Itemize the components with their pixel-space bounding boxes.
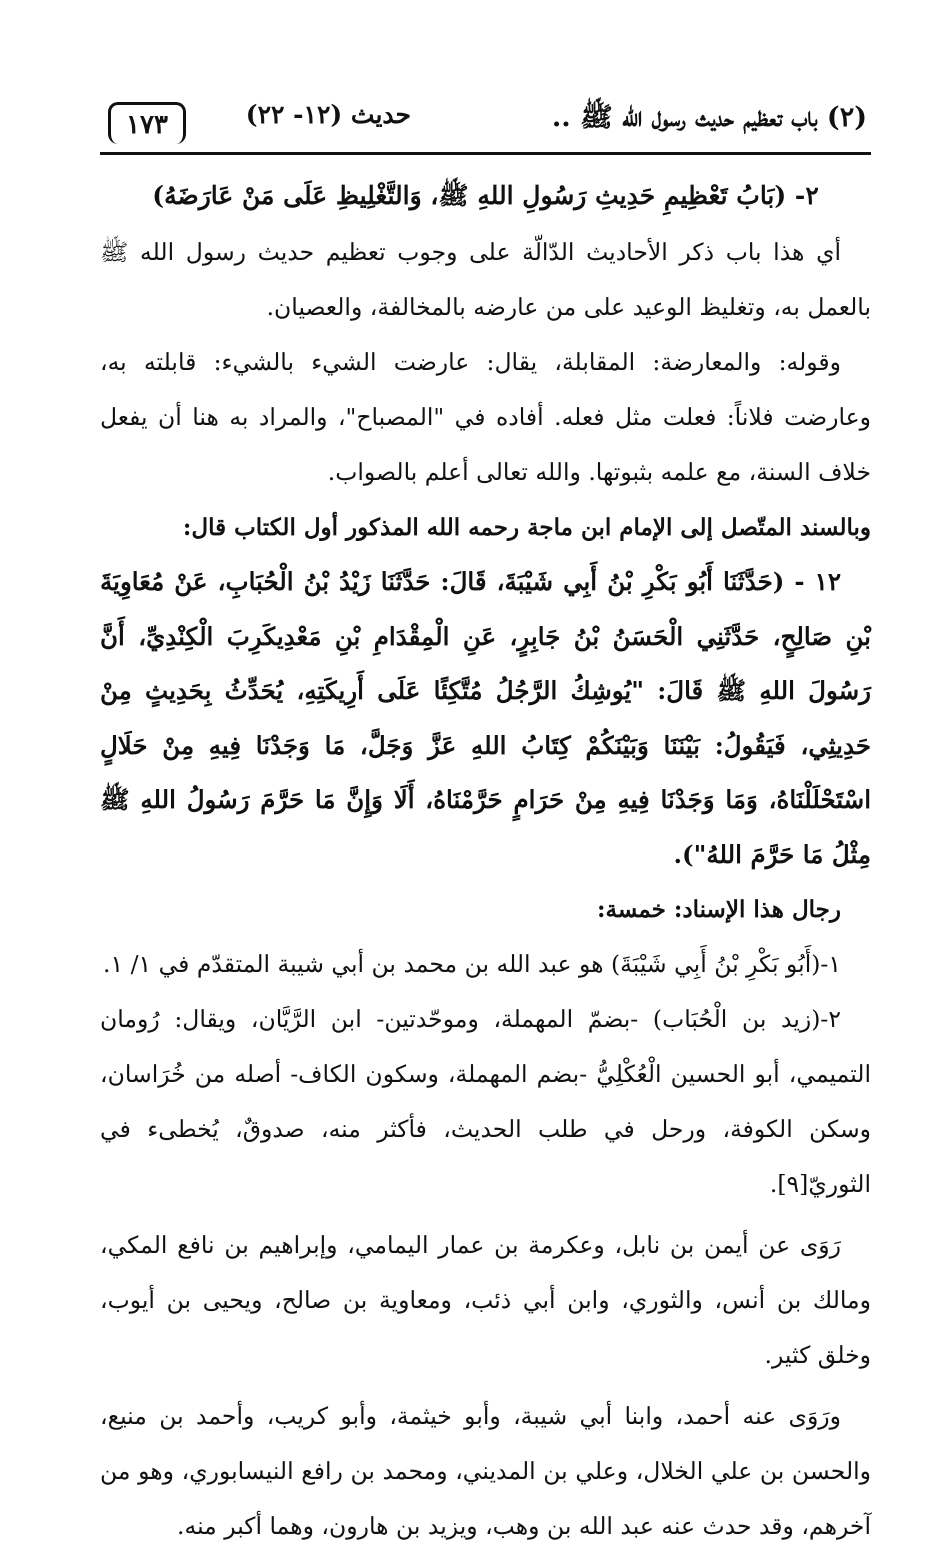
page-body <box>100 168 871 1554</box>
page-number: ١٧٣ <box>108 102 186 144</box>
page-header <box>100 92 871 155</box>
isnad-intro: وبالسند المتّصل إلى الإمام ابن ماجة رحمه الله المذكور أول الكتاب قال: <box>182 514 871 541</box>
narrator-2: ٢-(زيد بن الْحُبَاب) -بضمّ المهملة، وموحّدتين- ابن الرَّيَّان، ويقال: رُومان التميمي، أبو الحسين الْعُكْلِيُّ -بضم المهملة، وسكون الكاف- أصله من خُرَاسان، وسكن الكوفة، ورحل في طلب الحديث، فأكثر منه، صدوقٌ، يُخطىء في الثوريّ[٩]. <box>100 1005 871 1198</box>
narrator-1: ١-(أَبُو بَكْرِ بْنُ أَبِي شَيْبَةَ) هو عبد الله بن محمد بن أبي شيبة المتقدّم في ١/ ١. <box>102 950 841 978</box>
hadith-text: ١٢ - (حَدَّثَنَا أَبُو بَكْرِ بْنُ أَبِي شَيْبَةَ، قَالَ: حَدَّثَنَا زَيْدُ بْنُ الْحُبَابِ، عَنْ مُعَاوِيَةَ بْنِ صَالِحٍ، حَدَّثَنِي الْحَسَنُ بْنُ جَابِرٍ، عَنِ الْمِقْدَامِ بْنِ مَعْدِيكَرِبَ الْكِنْدِيِّ، أَنَّ رَسُولَ اللهِ ﷺ قَالَ: "يُوشِكُ الرَّجُلُ مُتَّكِئًا عَلَى أَرِيكَتِهِ، يُحَدِّثُ بِحَدِيثٍ مِنْ حَدِيثِي، فَيَقُولُ: بَيْنَنَا وَبَيْنَكُمْ كِتَابُ اللهِ عَزَّ وَجَلَّ، مَا وَجَدْنَا فِيهِ مِنْ حَلَالٍ اسْتَحْلَلْنَاهُ، وَمَا وَجَدْنَا فِيهِ مِنْ حَرَامٍ حَرَّمْنَاهُ، أَلَا وَإِنَّ مَا حَرَّمَ رَسُولُ اللهِ ﷺ مِثْلُ مَا حَرَّمَ اللهُ"). <box>100 567 871 869</box>
paragraph-explanation: أي هذا باب ذكر الأحاديث الدّالّة على وجوب تعظيم حديث رسول الله ﷺ بالعمل به، وتغليظ الوعيد على من عارضه بالمخالفة، والعصيان. <box>100 238 871 321</box>
chapter-title: ٢- (بَابُ تَعْظِيمِ حَدِيثِ رَسُولِ اللهِ ﷺ، وَالتَّغْلِيظِ عَلَى مَنْ عَارَضَهُ) <box>152 181 819 210</box>
paragraph-definition: وقوله: والمعارضة: المقابلة، يقال: عارضت الشيء بالشيء: قابلته به، وعارضت فلاناً: فعلت مثل فعله. أفاده في "المصباح"، والمراد به هنا أن يفعل خلاف السنة، مع علمه بثبوتها. والله تعالى أعلم بالصواب. <box>100 348 871 486</box>
narrated-from: رَوَى عن أيمن بن نابل، وعكرمة بن عمار اليمامي، وإبراهيم بن نافع المكي، ومالك بن أنس، والثوري، وابن أبي ذئب، ومعاوية بن صالح، ويحيى بن أيوب، وخلق كثير. <box>100 1231 871 1369</box>
narrated-by: ورَوَى عنه أحمد، وابنا أبي شيبة، وأبو خيثمة، وأبو كريب، وأحمد بن منيع، والحسن بن علي الخلال، وعلي بن المديني، ومحمد بن رافع النيسابوري، وهو من آخرهم، وقد حدث عنه عبد الله بن وهب، ويزيد بن هارون، وهما أكبر منه. <box>100 1402 871 1540</box>
running-title: (٢) باب تعظيم حديث رسول الله ﷺ .. <box>551 102 867 133</box>
hadith-range: حديث (١٢- ٢٢) <box>245 100 411 129</box>
rijal-heading: رجال هذا الإسناد: خمسة: <box>597 896 841 923</box>
